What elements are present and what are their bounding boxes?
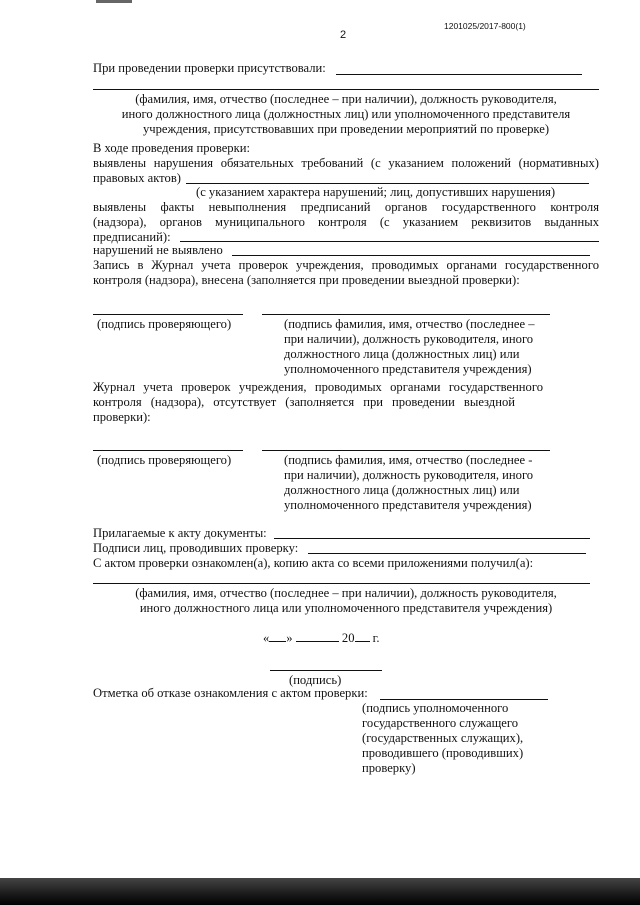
attendees-line-2 <box>93 89 599 90</box>
rep-signature-line <box>262 314 550 315</box>
doc-number: 1201025/2017-800(1) <box>444 21 526 31</box>
violations-line <box>186 183 589 184</box>
rep-signature-line-2 <box>262 450 550 451</box>
refusal-caption-4: проводившего (проводивших) <box>362 746 524 760</box>
attachments-label: Прилагаемые к акту документы: <box>93 526 267 540</box>
none-found: нарушений не выявлено <box>93 243 223 257</box>
date-open-quote: « <box>263 631 270 645</box>
scan-edge-artifact <box>0 878 640 905</box>
page-number: 2 <box>340 29 347 41</box>
inspector-caption: (подпись проверяющего) <box>97 317 232 331</box>
signature-line <box>270 670 382 671</box>
attendees-label: При проведении проверки присутствовали: <box>93 61 326 75</box>
journal-entry-line-1: Запись в Журнал учета проверок учреждения, проводимых органами государственного <box>93 258 599 272</box>
acquainted-label: С актом проверки ознакомлен(а), копию акта со всеми приложениями получил(а): <box>93 556 534 570</box>
inspector-caption-2: (подпись проверяющего) <box>97 453 232 467</box>
rep-caption-4: уполномоченного представителя учреждения) <box>284 362 532 376</box>
attendees-caption-2: иного должностного лица (должностных лиц) или уполномоченного представителя <box>121 107 571 121</box>
attendees-caption-3: учреждения, присутствовавших при проведении мероприятий по проверке) <box>142 122 550 136</box>
findings-intro: В ходе проведения проверки: <box>93 141 250 155</box>
rep-caption-2-4: уполномоченного представителя учреждения) <box>284 498 532 512</box>
refusal-line <box>380 699 548 700</box>
attachments-line <box>274 538 590 539</box>
refusal-caption-5: проверку) <box>362 761 416 775</box>
rep-caption-2-1: (подпись фамилия, имя, отчество (последнее - <box>284 453 533 467</box>
refusal-caption-1: (подпись уполномоченного <box>362 701 509 715</box>
orders-line <box>180 241 599 242</box>
violations-line-1: выявлены нарушения обязательных требований (с указанием положений (нормативных) <box>93 156 599 170</box>
refusal-label: Отметка об отказе ознакомления с актом проверки: <box>93 686 368 700</box>
journal-entry-line-2: контроля (надзора), внесена (заполняется при проведении выездной проверки): <box>93 273 520 287</box>
refusal-caption-2: государственного служащего <box>362 716 519 730</box>
date-day-field <box>269 630 286 642</box>
date-year-prefix: 20 <box>341 631 355 645</box>
journal-absent-line-1: Журнал учета проверок учреждения, проводимых органами государственного <box>93 380 543 394</box>
rep-caption-1: (подпись фамилия, имя, отчество (последнее – <box>284 317 535 331</box>
acquainted-line <box>93 583 590 584</box>
date-close-quote: » <box>286 631 293 645</box>
date-year-suffix: г. <box>372 631 380 645</box>
journal-absent-last: проверки): <box>93 410 151 424</box>
date-month-field <box>296 630 339 642</box>
scan-artifact <box>96 0 132 3</box>
rep-caption-2-2: при наличии), должность руководителя, иного <box>284 468 534 482</box>
violations-line-2: правовых актов) <box>93 171 181 185</box>
orders-line-1: выявлены факты невыполнения предписаний органов государственного контроля <box>93 200 599 214</box>
rep-caption-3: должностного лица (должностных лиц) или <box>284 347 520 361</box>
signature-caption: (подпись) <box>289 673 342 687</box>
inspector-signature-line-2 <box>93 450 243 451</box>
violations-caption: (с указанием характера нарушений; лиц, допустивших нарушения) <box>196 185 556 199</box>
date-row <box>263 630 380 646</box>
refusal-caption-3: (государственных служащих), <box>362 731 524 745</box>
acquainted-caption-1: (фамилия, имя, отчество (последнее – при наличии), должность руководителя, <box>135 586 557 600</box>
orders-line-2: (надзора), органов муниципального контроля (с указанием реквизитов выданных <box>93 215 599 229</box>
acquainted-caption-2: иного должностного лица или уполномоченного представителя учреждения) <box>139 601 553 615</box>
rep-caption-2-3: должностного лица (должностных лиц) или <box>284 483 520 497</box>
attendees-line <box>336 74 582 75</box>
inspector-signature-line <box>93 314 243 315</box>
date-year-field <box>355 630 370 642</box>
signatures-line <box>308 553 586 554</box>
rep-caption-2: при наличии), должность руководителя, иного <box>284 332 534 346</box>
none-found-line <box>232 255 590 256</box>
attendees-caption-1: (фамилия, имя, отчество (последнее – при наличии), должность руководителя, <box>135 92 557 106</box>
orders-last: предписаний): <box>93 230 171 244</box>
signatures-label: Подписи лиц, проводивших проверку: <box>93 541 299 555</box>
journal-absent-line-2: контроля (надзора), отсутствует (заполняется при проведении выездной <box>93 395 515 409</box>
